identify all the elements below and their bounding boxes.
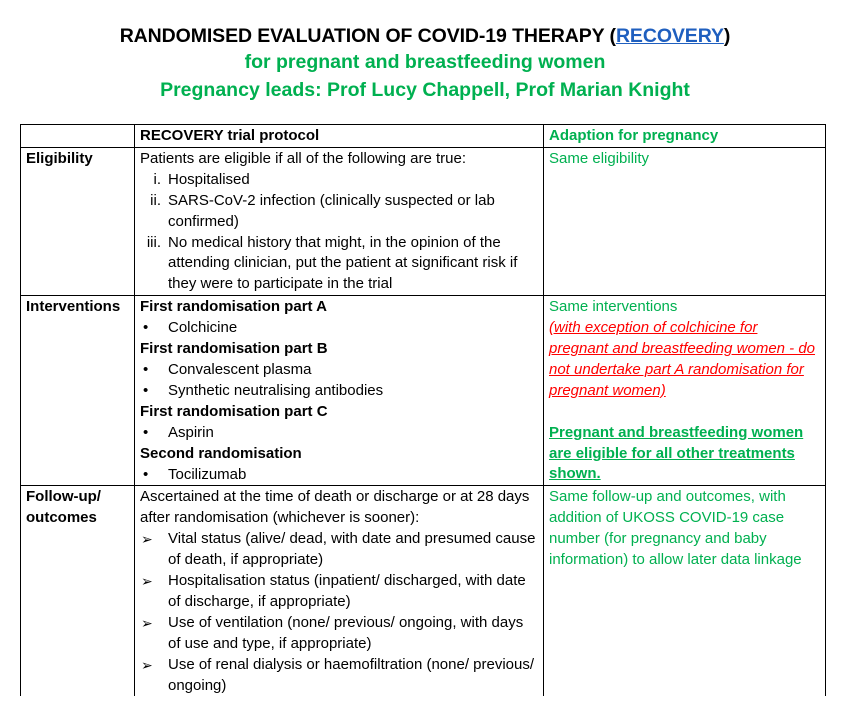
list-item [140,360,538,381]
table-row-followup [21,486,826,697]
row-label-followup [21,486,135,697]
row-label-interventions: Interventions [21,296,135,486]
part-a-heading: First randomisation part A [140,298,327,316]
followup-adaption: Same follow-up and outcomes, with addition of UKOSS COVID-19 case number (for pregnancy and baby information) to allow later data linkage [544,486,826,697]
list-text: Use of renal dialysis or haemofiltration (none/ previous/ ongoing) [168,655,535,694]
table-row-interventions [21,296,826,486]
list-item [140,655,538,697]
list-item [140,170,538,191]
bullet-icon: • [143,465,149,483]
list-item [140,191,538,233]
table-header-row [21,125,826,148]
list-text: Use of ventilation (none/ previous/ ongoing, with days of use and type, if appropriate) [168,613,524,652]
second-randomisation-heading: Second randomisation [140,444,302,462]
arrow-bullet-icon: ➢ [141,614,153,631]
interventions-adaption-cell [544,296,826,486]
title-suffix: ) [723,25,731,47]
spacer [549,402,820,423]
list-text: No medical history that might, in the opinion of the attending clinician, put the patient at significant risk if they were to participate in the trial [168,233,518,293]
adaption-exception-note: (with exception of colchicine for pregnant and breastfeeding women - do not undertake part A randomisation for pregnant women) [549,319,816,399]
list-item [140,381,538,402]
list-number: ii. [150,191,161,209]
protocol-table [20,124,826,696]
followup-intro: Ascertained at the time of death or discharge or at 28 days after randomisation (whichever is sooner): [140,488,530,527]
bullet-icon: • [143,381,149,399]
adaption-same-interventions: Same interventions [549,298,678,316]
part-c-heading: First randomisation part C [140,402,328,420]
list-item [140,233,538,296]
list-item [140,423,538,444]
pregnancy-leads: Pregnancy leads: Prof Lucy Chappell, Prof Marian Knight [160,79,690,101]
list-text: Convalescent plasma [168,360,312,378]
list-item [140,529,538,571]
eligibility-adaption: Same eligibility [544,147,826,295]
list-text: Hospitalisation status (inpatient/ discharged, with date of discharge, if appropriate) [168,572,526,610]
followup-protocol-cell [135,486,544,697]
list-text: Hospitalised [168,170,250,188]
eligibility-protocol-cell [135,147,544,295]
list-number: i. [153,170,161,188]
recovery-link[interactable]: RECOVERY [615,25,724,47]
table-row-eligibility [21,147,826,295]
list-text: Synthetic neutralising antibodies [168,381,384,399]
header-adaption: Adaption for pregnancy [544,125,826,148]
bullet-icon: • [143,360,149,378]
header-recovery-protocol: RECOVERY trial protocol [135,125,544,148]
document-title [0,24,850,48]
bullet-icon: • [143,319,149,337]
list-number: iii. [146,233,161,251]
arrow-bullet-icon: ➢ [141,656,153,673]
bullet-icon: • [143,423,149,441]
list-text: Tocilizumab [168,465,247,483]
row-label-line: Follow-up/ [26,488,101,506]
arrow-bullet-icon: ➢ [141,531,153,548]
title-text: RANDOMISED EVALUATION OF COVID-19 THERAPY ( [119,25,616,47]
list-text: Vital status (alive/ dead, with date and presumed cause of death, if appropriate) [168,530,536,569]
list-item [140,613,538,655]
arrow-bullet-icon: ➢ [141,573,153,590]
list-item [140,318,538,339]
adaption-eligible-note: Pregnant and breastfeeding women are eligible for all other treatments shown. [549,423,804,483]
list-item [140,571,538,613]
row-label-eligibility: Eligibility [21,147,135,295]
list-text: Colchicine [168,319,238,337]
header-cell-empty [21,125,135,148]
document-subtitle: for pregnant and breastfeeding women [244,51,606,73]
list-text: Aspirin [168,423,214,441]
list-text: SARS-CoV-2 infection (clinically suspected or lab confirmed) [168,191,495,230]
row-label-line: outcomes [26,509,97,527]
interventions-protocol-cell [135,296,544,486]
document-header [0,24,850,104]
part-b-heading: First randomisation part B [140,340,328,358]
list-item [140,465,538,486]
eligibility-intro: Patients are eligible if all of the following are true: [140,149,467,167]
